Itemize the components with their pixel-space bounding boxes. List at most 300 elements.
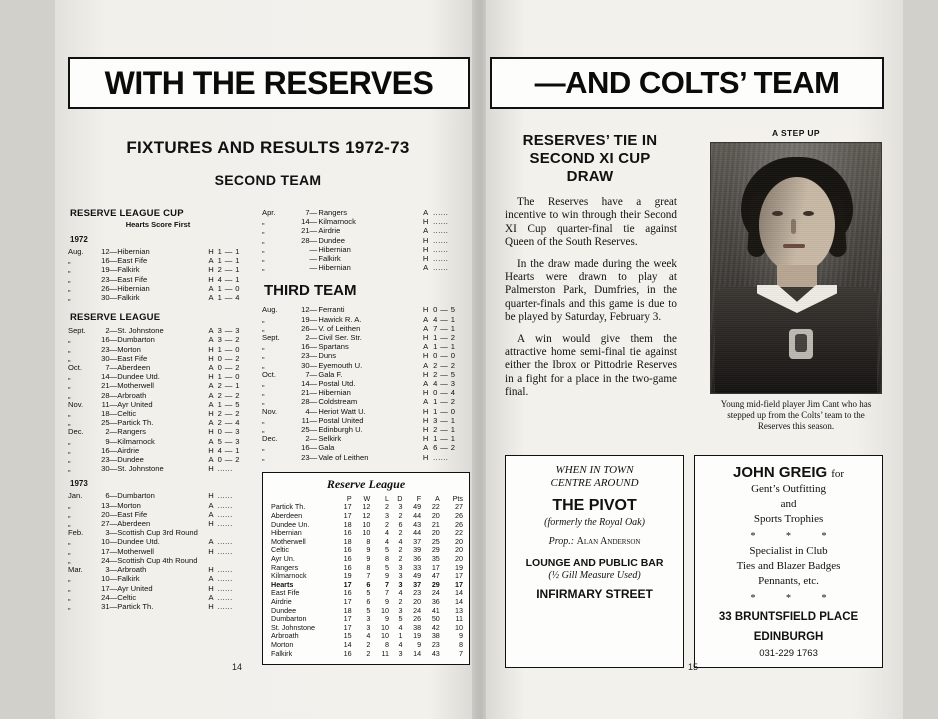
standings-points: 20: [455, 545, 463, 555]
fixture-dash: —: [309, 452, 318, 462]
fixture-dash: —: [109, 445, 118, 455]
fixture-row: [68, 409, 248, 418]
fixture-result: ......: [433, 244, 449, 254]
fixture-row: [68, 519, 248, 528]
standings-header-cell: W: [363, 493, 371, 503]
fixture-row: [68, 418, 248, 427]
fixture-result: ......: [217, 565, 233, 575]
standings-against: 20: [431, 528, 440, 538]
standings-points: 26: [455, 519, 463, 529]
fixture-venue: A: [423, 397, 429, 407]
fixture-opponent: Eyemouth U.: [318, 360, 363, 370]
banner-right-text: —AND COLTS’ TEAM: [534, 65, 840, 100]
fixture-month: „: [68, 274, 71, 284]
fixture-result: ......: [217, 464, 233, 474]
standings-won: 9: [366, 554, 371, 564]
standings-won: 5: [366, 605, 371, 615]
fixture-row: [262, 351, 468, 360]
fixture-dash: —: [109, 583, 118, 593]
fixture-opponent: Hibernian: [318, 388, 351, 398]
standings-lost: 9: [385, 571, 390, 581]
fixture-venue: H: [208, 601, 214, 611]
fixture-row: [68, 427, 248, 436]
standings-won: 8: [366, 536, 371, 546]
fixture-month: „: [68, 256, 71, 266]
fixture-row: [68, 363, 248, 372]
standings-lost: 10: [381, 605, 390, 615]
fixture-day: 30: [101, 293, 110, 303]
standings-played: 17: [343, 614, 352, 624]
fixture-month: Aug.: [68, 247, 84, 256]
ad-greig-l2: and: [780, 498, 797, 510]
standings-lost: 7: [385, 588, 390, 598]
standings-won: 5: [366, 588, 371, 598]
ad-the-pivot: [505, 455, 684, 668]
fixture-venue: H: [422, 415, 429, 425]
fixture-row: [262, 397, 468, 406]
ad-pivot-line3: LOUNGE AND PUBLIC BAR: [525, 557, 664, 569]
fixture-opponent: Rangers: [318, 208, 348, 217]
fixture-opponent: East Fife: [117, 274, 148, 284]
fixture-dash: —: [309, 351, 318, 361]
fixture-venue: A: [423, 379, 429, 389]
fixtures-column-1: [68, 208, 248, 665]
fixture-result: ......: [433, 208, 449, 217]
article-paragraph-2: In the draw made during the week Hearts were drawn to play at Palmerston Park, Dumfries, in the quarter-finals and this game is due to be played by Saturday, February 3.: [505, 257, 677, 324]
fixture-month: „: [68, 519, 71, 529]
fixture-result: ......: [433, 235, 449, 245]
fixture-venue: H: [422, 452, 429, 462]
fixture-row: [68, 326, 248, 335]
standings-played: 17: [343, 622, 352, 632]
standings-points: 14: [455, 597, 463, 606]
fixture-result: 1 — 4: [217, 293, 240, 303]
fixture-venue: A: [208, 574, 214, 584]
fixture-month: „: [68, 464, 71, 474]
fixture-dash: —: [109, 519, 118, 529]
fixture-month: „: [262, 217, 265, 227]
standings-team: Dundee Un.: [271, 519, 310, 529]
fixture-opponent: Spartans: [318, 342, 349, 352]
standings-against: 17: [431, 562, 440, 572]
fixture-dash: —: [109, 500, 118, 510]
fixture-day: 13: [101, 500, 110, 510]
fixture-day: 19: [101, 265, 110, 275]
fixture-row: [68, 284, 248, 293]
fixture-result: 5 — 3: [217, 436, 240, 446]
standings-lost: 2: [385, 519, 390, 529]
fixture-venue: H: [422, 305, 429, 315]
fixture-dash: —: [109, 283, 118, 293]
fixture-dash: —: [109, 509, 118, 519]
fixture-opponent: Aberdeen: [117, 363, 151, 373]
fixture-result: ......: [433, 226, 449, 236]
fixture-result: 1 — 1: [217, 256, 240, 266]
standings-points: 10: [455, 622, 463, 632]
ad-greig-name-suffix: for: [831, 468, 845, 480]
fixture-month: „: [262, 360, 265, 370]
fixture-result: ......: [433, 263, 449, 273]
article-heading: RESERVES’ TIE IN SECOND XI CUP DRAW: [522, 132, 658, 185]
fixture-dash: —: [109, 537, 118, 547]
fixture-month: „: [68, 436, 71, 446]
fixture-day: 23: [101, 274, 110, 284]
fixture-venue: A: [208, 509, 214, 519]
standings-header-cell: L: [385, 493, 390, 503]
fixture-result: ......: [433, 452, 449, 462]
fixture-row: [262, 333, 468, 342]
standings-team: Morton: [271, 639, 294, 649]
standings-points: 22: [455, 528, 463, 538]
fixture-venue: H: [208, 344, 214, 354]
fixture-row: [262, 226, 468, 235]
standings-against: 38: [431, 631, 440, 641]
fixture-dash: —: [309, 226, 318, 236]
fixture-opponent: Kilmarnock: [318, 217, 356, 227]
fixture-dash: —: [109, 555, 118, 565]
standings-lost: 9: [385, 614, 390, 624]
fixture-result: ......: [217, 537, 233, 547]
fixture-result: 2 — 4: [217, 418, 240, 428]
fixture-opponent: Hibernian: [117, 283, 150, 293]
fixture-result: ......: [433, 217, 449, 227]
fixture-venue: A: [423, 263, 429, 273]
fixture-day: 14: [101, 372, 110, 382]
standings-team: St. Johnstone: [271, 622, 315, 632]
standings-drawn: 3: [398, 579, 403, 589]
fixture-row: [262, 315, 468, 324]
fixture-dash: —: [109, 247, 118, 256]
fixture-month: Mar.: [68, 565, 83, 575]
fixture-venue: H: [208, 519, 214, 529]
standings-drawn: 4: [398, 588, 403, 598]
standings-for: 23: [413, 588, 422, 598]
fixture-venue: H: [208, 353, 214, 363]
fixture-month: „: [68, 381, 71, 391]
fixture-opponent: V. of Leithen: [318, 323, 361, 333]
standings-played: 18: [343, 536, 352, 546]
fixture-opponent: Falkirk: [117, 293, 140, 303]
fixture-month: „: [262, 351, 265, 361]
fixture-day: 23: [301, 452, 310, 462]
fixture-row: [262, 443, 468, 452]
fixture-month: „: [262, 415, 265, 425]
banner-and-colts-team: [490, 57, 884, 109]
fixture-result: 0 — 4: [433, 388, 456, 398]
standings-against: 35: [431, 554, 440, 564]
standings-against: 42: [431, 622, 440, 632]
fixture-day: 17: [101, 583, 110, 593]
fixture-opponent: Civil Ser. Str.: [318, 333, 362, 343]
fixture-dash: —: [109, 293, 118, 303]
standings-played: 16: [343, 545, 352, 555]
reserve-league-standings: [269, 495, 463, 658]
ad-pivot-prop: [512, 536, 677, 547]
fixture-month: „: [262, 314, 265, 324]
standings-lost: 10: [381, 631, 390, 641]
fixture-row: [68, 510, 248, 519]
fixture-venue: A: [208, 399, 214, 409]
fixture-result: 2 — 5: [433, 369, 456, 379]
fixture-day: 25: [101, 418, 110, 428]
standings-won: 3: [366, 614, 371, 624]
standings-played: 15: [343, 631, 352, 641]
hearts-score-first-note: Hearts Score First: [125, 220, 191, 229]
fixture-result: 2 — 1: [433, 425, 456, 435]
fixture-day: 2: [305, 434, 310, 444]
fixture-day: 11: [301, 415, 310, 425]
fixture-opponent: Aberdeen: [117, 519, 151, 529]
fixture-row: [68, 293, 248, 302]
standings-points: 8: [459, 639, 463, 649]
ad-pivot-name: THE PIVOT: [552, 497, 637, 514]
standings-played: 16: [343, 528, 352, 538]
standings-drawn: 2: [398, 545, 403, 555]
fixture-result: 2 — 2: [433, 360, 456, 370]
fixture-day: 14: [301, 217, 310, 227]
ad-greig-l4: Specialist in Club: [749, 545, 828, 557]
fixture-month: „: [68, 445, 71, 455]
fixture-month: „: [68, 372, 71, 382]
standings-against: 36: [431, 597, 440, 606]
fixture-day: 30: [101, 353, 110, 363]
fixture-month: „: [68, 409, 71, 419]
standings-drawn: 6: [398, 519, 403, 529]
fixture-result: ......: [217, 519, 233, 529]
fixture-row: [68, 256, 248, 265]
fixture-result: 1 — 0: [217, 344, 240, 354]
fixture-opponent: Ayr United: [117, 399, 153, 409]
fixture-venue: A: [208, 436, 214, 446]
standings-played: 16: [343, 648, 352, 658]
ad-greig-name: JOHN GREIG: [733, 464, 828, 481]
standings-lost: 5: [385, 562, 390, 572]
fixture-result: 1 — 5: [217, 399, 240, 409]
fixture-day: 23: [301, 351, 310, 361]
fixture-row: [262, 324, 468, 333]
fixture-opponent: Edinburgh U.: [318, 425, 363, 435]
standings-points: 19: [455, 562, 463, 572]
fixture-opponent: East Fife: [117, 353, 148, 363]
standings-for: 14: [413, 648, 422, 658]
fixture-row: [68, 574, 248, 583]
fixture-venue: A: [423, 342, 429, 352]
fixture-row: [262, 342, 468, 351]
fixture-opponent: St. Johnstone: [117, 326, 164, 336]
fixture-row: [262, 236, 468, 245]
standings-for: 43: [413, 519, 422, 529]
fixture-result: 1 — 0: [217, 372, 240, 382]
fixture-dash: —: [109, 326, 118, 336]
standings-played: 16: [343, 562, 352, 572]
fixture-month: Aug.: [262, 305, 278, 315]
fixture-result: 7 — 1: [433, 323, 456, 333]
fixture-month: „: [68, 555, 71, 565]
fixture-result: ......: [217, 583, 233, 593]
fixture-day: 24: [101, 592, 110, 602]
fixture-day: 21: [301, 388, 310, 398]
fixture-month: Dec.: [68, 427, 84, 437]
standings-lost: 11: [381, 648, 390, 658]
fixture-opponent: Kilmarnock: [117, 436, 155, 446]
fixture-venue: A: [208, 500, 214, 510]
fixture-row: [68, 381, 248, 390]
fixture-dash: —: [309, 235, 318, 245]
fixture-venue: H: [422, 434, 429, 444]
fixture-dash: —: [109, 565, 118, 575]
fixture-venue: H: [208, 464, 214, 474]
fixture-row: [68, 437, 248, 446]
fixture-result: 3 — 1: [433, 415, 456, 425]
fixture-month: „: [262, 342, 265, 352]
fixture-row: [68, 593, 248, 602]
fixture-venue: H: [208, 265, 214, 275]
standings-played: 18: [343, 605, 352, 615]
fixture-day: 11: [101, 399, 110, 409]
year-1973: 1973: [70, 479, 88, 489]
standings-for: 24: [413, 605, 422, 615]
fixture-day: 28: [301, 235, 310, 245]
standings-won: 7: [366, 571, 371, 581]
fixture-opponent: Dundee: [117, 455, 144, 465]
page-title: FIXTURES AND RESULTS 1972-73: [126, 138, 410, 157]
fixture-result: ......: [217, 546, 233, 556]
fixture-venue: A: [208, 363, 214, 373]
fixture-venue: H: [422, 351, 429, 361]
fixture-result: 4 — 1: [433, 314, 456, 324]
fixture-dash: —: [309, 443, 318, 453]
fixture-row: [262, 208, 468, 217]
fixture-month: „: [262, 244, 265, 254]
fixture-dash: —: [309, 415, 318, 425]
fixture-dash: —: [309, 323, 318, 333]
standings-lost: 4: [385, 536, 390, 546]
fixture-dash: —: [309, 360, 318, 370]
fixture-row: [68, 265, 248, 274]
fixture-dash: —: [309, 434, 318, 444]
fixture-opponent: Arbroath: [117, 390, 147, 400]
standings-won: 12: [362, 502, 371, 512]
fixture-dash: —: [109, 436, 118, 446]
ad-pivot-line1: WHEN IN TOWN: [555, 464, 634, 476]
fixture-dash: —: [309, 406, 318, 416]
fixture-opponent: Ferranti: [318, 305, 345, 315]
fixture-row: [262, 434, 468, 443]
fixture-venue: H: [422, 217, 429, 227]
fixture-result: ......: [433, 254, 449, 264]
fixture-month: „: [262, 388, 265, 398]
standings-drawn: 3: [398, 562, 403, 572]
fixture-dash: —: [109, 353, 118, 363]
fixture-opponent: Morton: [117, 500, 141, 510]
fixture-day: 23: [101, 455, 110, 465]
fixture-venue: A: [208, 335, 214, 345]
standings-drawn: 3: [398, 648, 403, 658]
standings-for: 9: [417, 639, 422, 649]
ad-greig-divider-stars-2: * * *: [750, 593, 841, 604]
fixture-month: „: [262, 443, 265, 453]
standings-for: 37: [413, 536, 422, 546]
fixture-month: Dec.: [262, 434, 278, 444]
standings-points: 20: [455, 554, 463, 564]
fixture-result: 0 — 2: [217, 363, 240, 373]
standings-played: 18: [343, 519, 352, 529]
fixture-venue: H: [208, 427, 214, 437]
fixture-opponent: Celtic: [117, 409, 137, 419]
banner-left-text: WITH THE RESERVES: [104, 64, 434, 101]
standings-lost: 3: [385, 511, 390, 521]
ad-greig-divider-stars: * * *: [750, 531, 841, 542]
ad-pivot-prop-name: Alan Anderson: [576, 536, 641, 547]
fixture-result: 1 — 1: [433, 434, 456, 444]
section-reserve-league: RESERVE LEAGUE: [70, 312, 161, 324]
fixture-result: 1 — 0: [217, 283, 240, 293]
fixture-opponent: Ayr United: [117, 583, 153, 593]
fixture-venue: H: [422, 235, 429, 245]
standings-for: 37: [413, 579, 422, 589]
ad-greig-l6: Pennants, etc.: [758, 575, 819, 587]
fixture-month: „: [68, 418, 71, 428]
ad-greig-l5: Ties and Blazer Badges: [736, 560, 841, 572]
fixture-row: [262, 361, 468, 370]
fixture-month: „: [68, 537, 71, 547]
fixture-dash: —: [109, 335, 118, 345]
ad-john-greig: [694, 455, 883, 668]
fixture-venue: A: [423, 360, 429, 370]
ad-greig-l1: Gent’s Outfitting: [751, 483, 826, 495]
standings-header-cell: P: [346, 493, 352, 503]
fixture-opponent: Vale of Leithen: [318, 452, 369, 462]
fixture-opponent: Dundee Utd.: [117, 372, 160, 382]
standings-lost: 9: [385, 597, 390, 606]
standings-for: 49: [413, 502, 422, 512]
fixture-row: [68, 372, 248, 381]
fixture-day: 2: [305, 333, 310, 343]
fixture-opponent: Motherwell: [117, 546, 154, 556]
advertisement-row: [505, 455, 883, 668]
fixture-row: [68, 501, 248, 510]
fixture-opponent: Airdrie: [318, 226, 341, 236]
fixture-result: 1 — 0: [433, 406, 456, 416]
standings-points: 20: [455, 536, 463, 546]
fixture-dash: —: [109, 381, 118, 391]
fixture-result: 1 — 1: [433, 342, 456, 352]
fixture-day: 18: [101, 409, 110, 419]
fixture-opponent: St. Johnstone: [117, 464, 164, 474]
fixture-dash: —: [109, 265, 118, 275]
fixture-month: „: [68, 283, 71, 293]
fixture-dash: —: [109, 390, 118, 400]
fixture-opponent: Scottish Cup 3rd Round: [117, 528, 198, 538]
fixture-month: Jan.: [68, 491, 83, 501]
fixture-month: „: [68, 335, 71, 345]
fixture-month: Sept.: [68, 326, 86, 336]
fixture-venue: H: [422, 406, 429, 416]
fixture-opponent: Selkirk: [318, 434, 342, 444]
standings-played: 17: [343, 502, 352, 512]
standings-team: Ayr Un.: [271, 554, 295, 564]
fixture-row: [68, 354, 248, 363]
fixture-day: 2: [105, 326, 110, 336]
standings-against: 47: [431, 571, 440, 581]
standings-team: Dundee: [271, 605, 297, 615]
fixture-month: „: [68, 265, 71, 275]
fixture-opponent: Heriot Watt U.: [318, 406, 366, 416]
fixture-month: Nov.: [68, 399, 84, 409]
fixture-month: „: [262, 235, 265, 245]
fixture-day: 16: [301, 443, 310, 453]
fixture-day: 16: [101, 445, 110, 455]
